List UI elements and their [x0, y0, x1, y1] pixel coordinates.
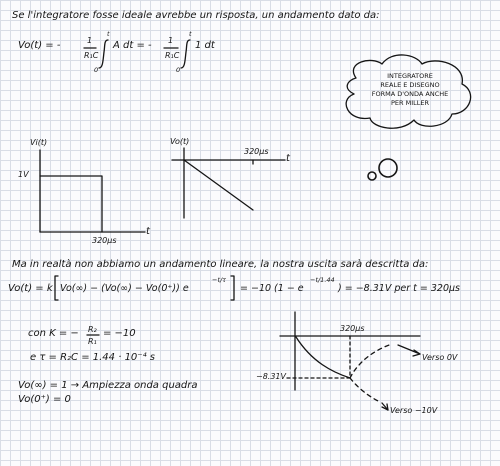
eq1-num2: 1	[168, 36, 174, 45]
arrow-to-0v	[398, 345, 420, 354]
v0-def: Vo(0⁺) = 0	[18, 394, 71, 405]
bubble-dot-large	[379, 159, 397, 177]
eq1-den2: R₁C	[165, 51, 180, 60]
graph-in-tmark: 320μs	[92, 236, 117, 245]
bubble-line-4: PER MILLER	[390, 99, 429, 107]
integral-sign-2	[181, 40, 190, 68]
exponential-decay	[296, 337, 350, 378]
bubble-line-1: INTEGRATORE	[387, 72, 433, 80]
bubble-dot-medium	[368, 172, 376, 180]
graph-out-ylabel: Vo(t)	[170, 137, 190, 146]
eq2-exp2: −t/1.44	[310, 276, 335, 284]
integral-sign-1	[99, 40, 108, 68]
eq1-int-lower: 0	[94, 66, 99, 74]
graph-in-axis-t: t	[146, 226, 150, 237]
eq2-bracket: Vo(∞) − (Vo(∞) − Vo(0⁺)) e	[60, 283, 189, 294]
bubble-line-2: REALE E DISEGNO	[380, 81, 440, 89]
label-to-10v: Verso −10V	[390, 406, 438, 415]
graph-in-ylabel: Vi(t)	[30, 138, 48, 147]
bracket-left	[55, 276, 58, 300]
eq1-body2: 1 dt	[195, 40, 215, 51]
k-label: con K = −	[28, 328, 79, 339]
graph-real-level: −8.31V	[256, 372, 286, 381]
eq1-lhs: Vo(t) = -	[18, 40, 61, 51]
graph-out-tmark: 320μs	[244, 147, 269, 156]
eq1-int-upper: t	[107, 30, 110, 38]
eq1-num: 1	[87, 36, 93, 45]
eq2-end: ) = −8.31V per t = 320μs	[338, 283, 460, 294]
vinf-def: Vo(∞) = 1 → Ampiezza onda quadra	[18, 380, 198, 391]
intro-text: Se l'integratore fosse ideale avrebbe un risposta, un andamento dato da:	[12, 10, 380, 21]
k-num: R₂	[88, 325, 97, 334]
eq2-mid: = −10 (1 − e	[240, 283, 304, 294]
eq1-int-upper2: t	[189, 30, 192, 38]
graph-real-tmark: 320μs	[340, 324, 365, 333]
reality-text: Ma in realtà non abbiamo un andamento lineare, la nostra uscita sarà descritta da:	[12, 259, 429, 270]
k-val: = −10	[103, 328, 136, 339]
eq1-int-lower2: 0	[176, 66, 181, 74]
ramp-down-line	[184, 160, 253, 210]
k-den: R₁	[88, 337, 97, 346]
eq1-den: R₁C	[84, 51, 99, 60]
bubble-note	[355, 72, 465, 108]
bracket-right	[231, 276, 234, 300]
square-pulse	[40, 176, 102, 232]
to-minus10-dashed	[350, 378, 380, 402]
eq1-body1: A dt = -	[113, 40, 152, 51]
bubble-line-3: FORMA D'ONDA ANCHE	[371, 90, 449, 98]
eq2-lhs: Vo(t) = k	[8, 283, 53, 294]
label-to-0v: Verso 0V	[422, 353, 458, 362]
tau-def: e τ = R₂C = 1.44 · 10⁻⁴ s	[30, 352, 155, 363]
recovery-dashed	[350, 344, 392, 378]
eq2-exp: −t/τ	[212, 276, 227, 284]
graph-out-axis-t: t	[286, 153, 290, 164]
graph-in-level: 1V	[18, 170, 29, 179]
